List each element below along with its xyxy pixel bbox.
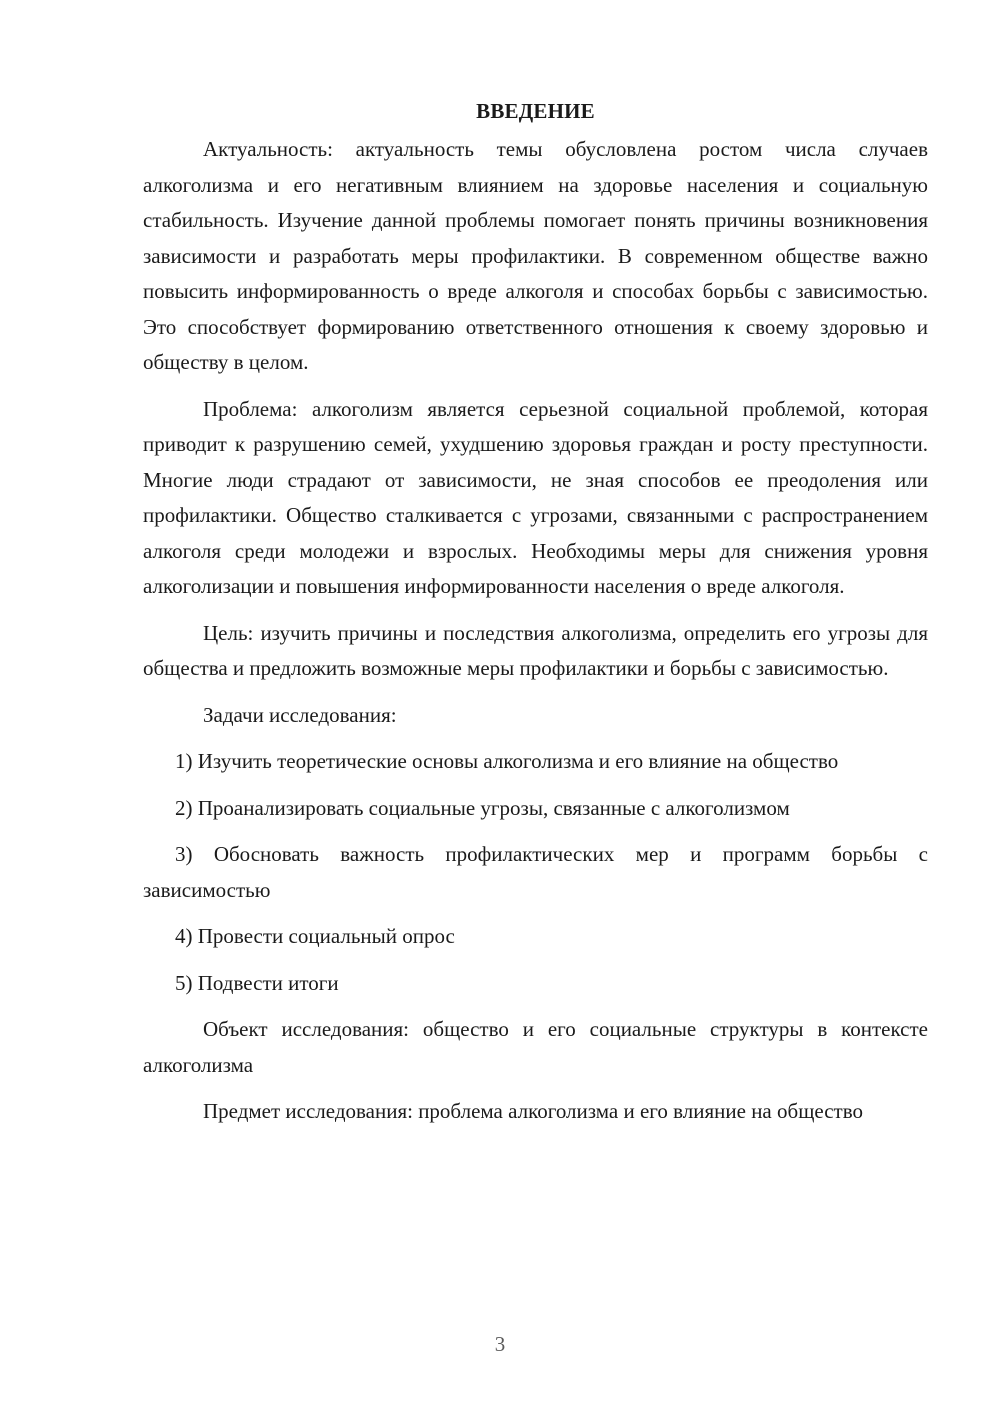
- problem-paragraph: Проблема: алкоголизм является серьезной социальной проблемой, которая приводит к разрушению семей, ухудшению здоровья граждан и росту преступности. Многие люди страдают от зависимости, не зная способов ее преодоления или профилактики. Общество сталкивается с угрозами, связанными с распространением алкоголя среди молодежи и взрослых. Необходимы меры для снижения уровня алкоголизации и повышения информированности населения о вреде алкоголя.: [143, 396, 928, 598]
- task-item: 5) Подвести итоги: [175, 970, 339, 995]
- page-number: 3: [494, 1332, 506, 1356]
- task-item: 3) Обосновать важность профилактических мер и программ борьбы с зависимостью: [143, 842, 928, 902]
- tasks-heading: Задачи исследования:: [203, 702, 397, 727]
- goal-paragraph: Цель: изучить причины и последствия алкоголизма, определить его угрозы для общества и предложить возможные меры профилактики и борьбы с зависимостью.: [143, 620, 928, 680]
- task-item: 2) Проанализировать социальные угрозы, связанные с алкоголизмом: [175, 795, 790, 820]
- page-title: ВВЕДЕНИЕ: [476, 99, 595, 123]
- task-item: 4) Провести социальный опрос: [175, 924, 455, 948]
- object-paragraph: Объект исследования: общество и его социальные структуры в контексте алкоголизма: [143, 1017, 928, 1077]
- relevance-paragraph: Актуальность: актуальность темы обусловлена ростом числа случаев алкоголизма и его негативным влиянием на здоровье населения и социальную стабильность. Изучение данной проблемы помогает понять причины возникновения зависимости и разработать меры профилактики. В современном обществе важно повысить информированность о вреде алкоголя и способах борьбы с зависимостью. Это способствует формированию ответственного отношения к своему здоровью и обществу в целом.: [143, 137, 928, 374]
- subject-paragraph: Предмет исследования: проблема алкоголизма и его влияние на общество: [203, 1099, 863, 1123]
- page-content: [143, 96, 928, 1141]
- task-item: 1) Изучить теоретические основы алкоголизма и его влияние на общество: [175, 749, 839, 773]
